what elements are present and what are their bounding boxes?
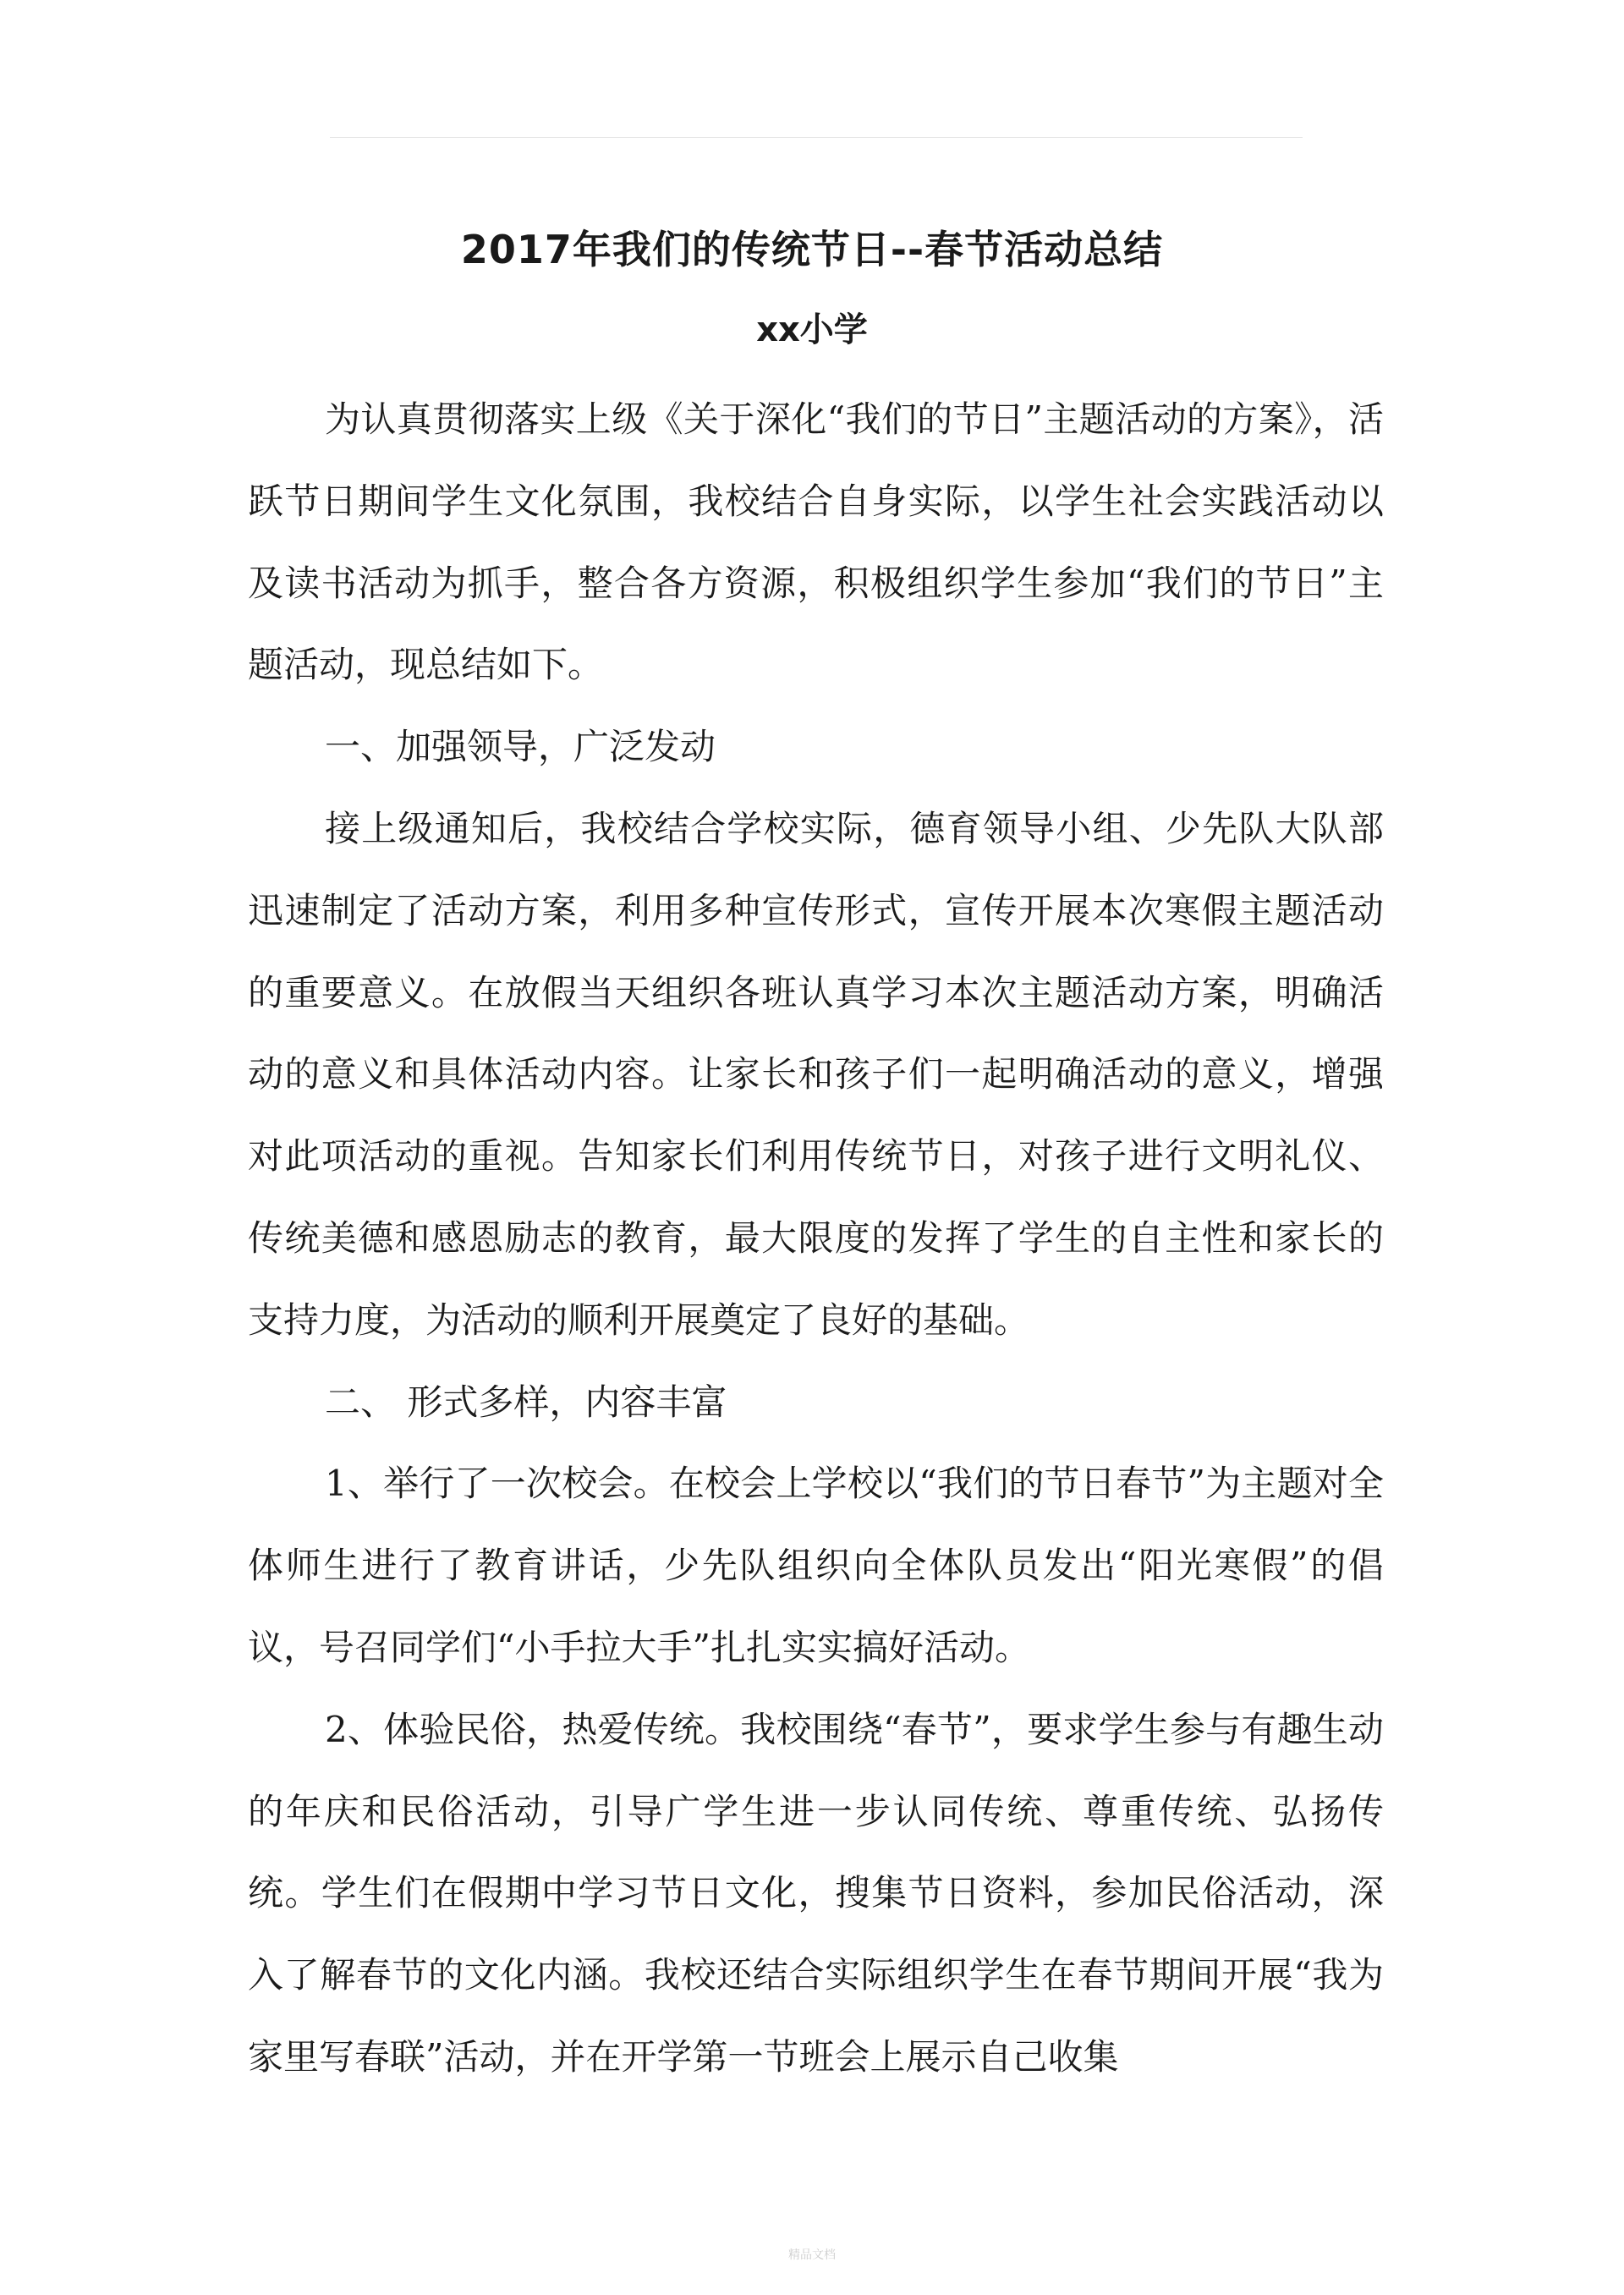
document-title: 2017年我们的传统节日--春节活动总结 — [460, 227, 1164, 272]
section-heading-1: 一、加强领导，广泛发动 — [325, 726, 716, 768]
section-heading-2: 二、 形式多样，内容丰富 — [325, 1381, 727, 1423]
paragraph-section-1: 接上级通知后，我校结合学校实际，德育领导小组、少先队大队部迅速制定了活动方案，利用多种宣传形式，宣传开展本次寒假主题活动的重要意义。在放假当天组织各班认真学习本次主题活动方案，明确活动的意义和具体活动内容。让家长和孩子们一起明确活动的意义，增强对此项活动的重视。告知家长们利用传统节日，对孩子进行文明礼仪、传统美德和感恩励志的教育，最大限度的发挥了学生的自主性和家长的支持力度，为活动的顺利开展奠定了良好的基础。 — [248, 807, 1384, 1341]
paragraph-item-2: 2、体验民俗，热爱传统。我校围绕“春节”，要求学生参与有趣生动的年庆和民俗活动，引导广学生进一步认同传统、尊重传统、弘扬传统。学生们在假期中学习节日文化，搜集节日资料，参加民俗活动，深入了解春节的文化内涵。我校还结合实际组织学生在春节期间开展“我为家里写春联”活动，并在开学第一节班会上展示自己收集 — [248, 1708, 1384, 2078]
footer-watermark: 精品文档 — [788, 2248, 836, 2262]
header-divider — [330, 137, 1303, 138]
paragraph-item-1: 1、举行了一次校会。在校会上学校以“我们的节日春节”为主题对全体师生进行了教育讲话，少先队组织向全体队员发出“阳光寒假”的倡议，号召同学们“小手拉大手”扎扎实实搞好活动。 — [248, 1463, 1384, 1668]
paragraph-intro: 为认真贯彻落实上级《关于深化“我们的节日”主题活动的方案》，活跃节日期间学生文化氛围，我校结合自身实际，以学生社会实践活动以及读书活动为抓手，整合各方资源，积极组织学生参加“我们的节日”主题活动，现总结如下。 — [248, 398, 1384, 686]
document-body — [248, 379, 1384, 2099]
document-author: xx小学 — [756, 310, 868, 349]
